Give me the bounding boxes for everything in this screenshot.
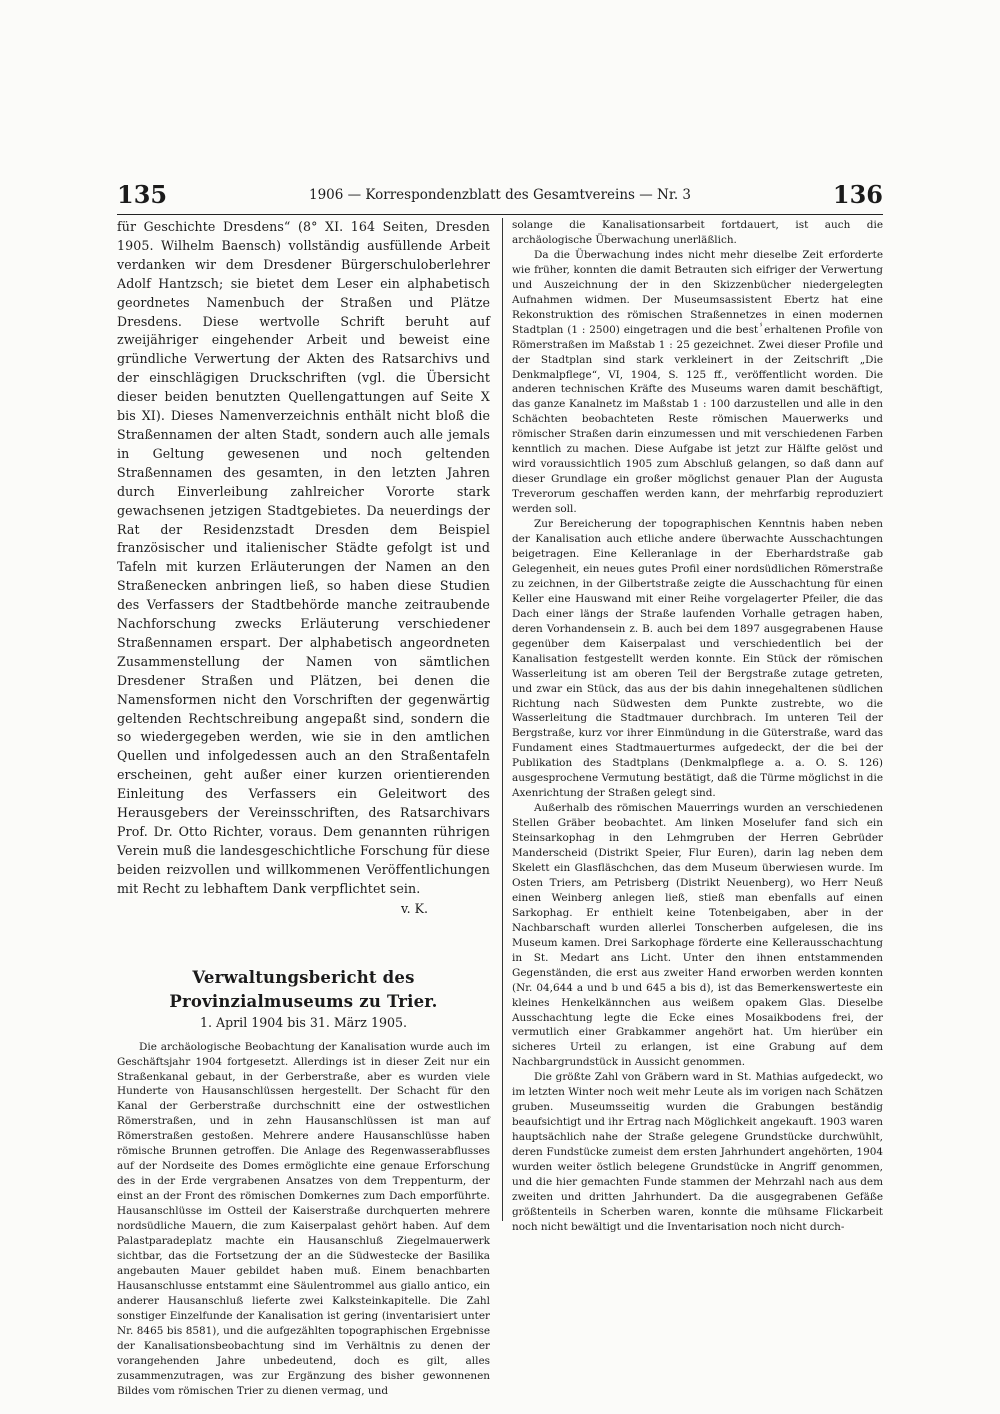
running-title: 1906 — Korrespondenzblatt des Gesamtvereins — Nr. 3	[308, 187, 692, 203]
section-subtitle: 1. April 1904 bis 31. März 1905.	[199, 1014, 407, 1030]
section-title: Verwaltungsbericht des Provinzialmuseums zu Trier.	[169, 967, 438, 1011]
column-rule	[502, 218, 503, 1221]
review-signature: v. K.	[400, 900, 428, 916]
paragraph-continuation: solange die Kanalisationsarbeit fortdauert, ist auch die archäologische Überwachung unerläßlich.	[512, 219, 883, 246]
page-number-right: 136	[832, 180, 883, 209]
paragraph: Außerhalb des römischen Mauerrings wurden an verschiedenen Stellen Gräber beobachtet. Am linken Moselufer fand sich ein Steinsarkophag in den Lehmgruben der Herren Gebrüder Manderscheid (Distrikt Speier, Flur Euren), darin lag neben dem Skelett ein Glasfläschchen, das dem Museum überwiesen wurde. Im Osten Triers, am Petrisberg (Distrikt Neuenberg), wo Herr Neuß einen Weinberg anlegen ließ, stieß man ebenfalls auf einen Sarkophag. Er enthielt keine Totenbeigaben, aber in der Nachbarschaft wurden allerlei Tonscherben aufgelesen, die ins Museum kamen. Drei Sarkophage förderte eine Kellerausschachtung in St. Medart ans Licht. Unter den ihnen entstammenden Gegenständen, die erst aus zweiter Hand erworben werden konnten (Nr. 04,644 a und b und 645 a bis d), ist das Bemerkenswerteste ein kleines Henkelkännchen aus weißem opakem Glas. Dieselbe Ausschachtung legte die Ecke eines Mosaikbodens frei, der vermutlich einer Grabkammer angehört hat. Um hierüber ein sicheres Urteil zu erlangen, ist eine Grabung auf dem Nachbargrundstück in Aussicht genommen.	[512, 802, 883, 1069]
paragraph: Zur Bereicherung der topographischen Kenntnis haben neben der Kanalisation auch etliche andere überwachte Ausschachtungen beigetragen. Eine Kelleranlage in der Eberhardstraße gab Gelegenheit, ein neues gutes Profil einer nordsüdlichen Römerstraße zu zeichnen, in der Gilbertstraße zeigte die Ausschachtung für einen Keller eine Hauswand mit einer Reihe vorgelagerter Pfeiler, die das Dach einer längs der Straße laufenden Vorhalle getragen haben, deren Vorhandensein z. B. auch bei dem 1897 ausgegrabenen Hause gegenüber dem Kaiserpalast und verschiedentlich bei der Kanalisation festgestellt werden konnte. Ein Stück der römischen Wasserleitung ist am oberen Teil der Bergstraße zutage getreten, und zwar ein Stück, das aus der bis dahin innegehaltenen südlichen Richtung nach Südwesten dem Punkte zustrebte, wo die Wasserleitung die Stadtmauer durchbrach. Im unteren Teil der Bergstraße, kurz vor ihrer Einmündung in die Güterstraße, ward das Fundament eines Stadtmauerturmes aufgedeckt, der die bei der Publikation des Stadtplans (Denkmalpflege a. a. O. S. 126) ausgesprochene Vermutung bestätigt, daß die Türme möglichst in die Axenrichtung der Straßen gelegt sind.	[512, 518, 883, 800]
running-header	[117, 181, 883, 211]
header-rule	[117, 214, 883, 215]
left-column	[117, 218, 490, 1399]
paragraph: Die größte Zahl von Gräbern ward in St. Mathias aufgedeckt, wo im letzten Winter noch weit mehr Leute als im vorigen nach Schätzen gruben. Museumsseitig wurden die Grabungen beständig beaufsichtigt und ihr Ertrag nach Möglichkeit angekauft. 1903 waren hauptsächlich nahe der Straße gelegene Grundstücke durchwühlt, deren Fundstücke zumeist dem ersten Jahrhundert angehörten, 1904 wurden weiter östlich belegene Grundstücke in Angriff genommen, und die hier gemachten Funde stammen der Mehrzahl nach aus dem zweiten und dritten Jahrhundert. Da die ausgegrabenen Gefäße größtenteils in Scherben waren, konnte die mühsame Flickarbeit noch nicht bewältigt und die Inventarisation noch nicht durch-	[512, 1071, 883, 1233]
section-text: Die archäologische Beobachtung der Kanalisation wurde auch im Geschäftsjahr 1904 fortgesetzt. Allerdings ist in dieser Zeit nur ein Straßenkanal gebaut, in der Gerberstraße, aber es wurden viele Hunderte von Hausanschlüssen hergestellt. Der Schacht für den Kanal der Gerberstraße durchschnitt eine der ostwestlichen Römerstraßen, und in zehn Hausanschlüssen ist man auf Römerstraßen gestoßen. Mehrere andere Hausanschlüsse haben römische Brunnen getroffen. Die Anlage des Regenwasserabflusses auf der Nordseite des Domes ermöglichte eine genaue Erforschung des in der Erde vergrabenen Ansatzes von dem Treppenturm, der einst an der Front des römischen Domkernes zum Dach emporführte. Hausanschlüsse im Ostteil der Kaiserstraße durchquerten mehrere nordsüdliche Mauern, die zum Kaiserpalast gehört haben. Auf dem Palastparadeplatz machte ein Hausanschluß Ziegelmauerwerk sichtbar, das die Fortsetzung der an die Südwestecke der Basilika angebauten Mauer gebildet haben muß. Einem benachbarten Hausanschlusse entstammt eine Säulentrommel aus giallo antico, ein anderer Hausanschluß lieferte zwei Kalksteinkapitelle. Die Zahl sonstiger Einzelfunde der Kanalisation ist gering (inventarisiert unter Nr. 8465 bis 8581), und die aufgezählten topographischen Ergebnisse der Kanalisationsbeobachtung sind im Verhältnis zu denen der vorangehenden Jahre unbedeutend, doch es gilt, alles zusammenzutragen, was zur Ergänzung des bisher gewonnenen Bildes vom römischen Trier zu dienen vermag, und	[117, 1040, 490, 1397]
review-text: für Geschichte Dresdens“ (8° XI. 164 Seiten, Dresden 1905. Wilhelm Baensch) vollständig ausfüllende Arbeit verdanken wir dem Dresdener Bürgerschuloberlehrer Adolf Hantzsch; sie bietet dem Leser ein alphabetisch geordnetes Namenbuch der Straßen und Plätze Dresdens. Diese wertvolle Schrift beruht auf zweijähriger eingehender Arbeit und beweist eine gründliche Verwertung der Akten des Ratsarchivs und der einschlägigen Druckschriften (vgl. die Übersicht dieser beiden benutzten Quellengattungen auf Seite X bis XI). Dieses Namenverzeichnis enthält nicht bloß die Straßennamen der alten Stadt, sondern auch alle jemals in Geltung gewesenen und noch geltenden Straßennamen des gesamten, in den letzten Jahren durch Einverleibung zahlreicher Vororte stark gewachsenen jetzigen Stadtgebietes. Da neuerdings der Rat der Residenzstadt Dresden dem Beispiel französischer und italienischer Städte gefolgt ist und Tafeln mit kurzen Erläuterungen der Namen an den Straßenecken anbringen ließ, so haben diese Studien des Verfassers der Stadtbehörde manche zeitraubende Nachforschung zwecks Erläuterung verschiedener Straßennamen erspart. Der alphabetisch angeordneten Zusammenstellung der Namen von sämtlichen Dresdener Straßen und Plätzen, bei denen die Namensformen nicht den Vorschriften der gegenwärtig geltenden Rechtschreibung angepaßt sind, sondern die so wiedergegeben werden, wie sie in den amtlichen Quellen und infolgedessen auch an den Straßentafeln erscheinen, geht außer einer kurzen orientierenden Einleitung des Verfassers ein Geleitwort des Herausgebers der Vereinsschriften, des Ratsarchivars Prof. Dr. Otto Richter, voraus. Dem genannten rührigen Verein muß die landesgeschichtliche Forschung für diese beiden reizvollen und willkommenen Veröffentlichungen mit Recht zu lebhaftem Dank verpflichtet sein.	[117, 219, 490, 896]
section-spacer	[117, 918, 490, 966]
right-column	[512, 218, 883, 1235]
paragraph: Da die Überwachung indes nicht mehr dieselbe Zeit erforderte wie früher, konnten die damit Betrauten sich eifriger der Verwertung und Auszeichnung der in den Skizzenbücher niedergelegten Aufnahmen widmen. Der Museumsassistent Ebertz hat eine Rekonstruktion des römischen Straßennetzes in einen modernen Stadtplan (1 : 2500) eingetragen und die bestⸯerhaltenen Profile von Römerstraßen im Maßstab 1 : 25 gezeichnet. Zwei dieser Profile und der Stadtplan sind stark verkleinert in der Zeitschrift „Die Denkmalpflege“, VI, 1904, S. 125 ff., veröffentlicht worden. Die anderen technischen Kräfte des Museums waren damit beschäftigt, das ganze Kanalnetz im Maßstab 1 : 100 darzustellen und alle in den Schächten beobachteten Reste römischen Mauerwerks und römischer Straßen darin einzumessen und mit verschiedenen Farben kenntlich zu machen. Diese Aufgabe ist jetzt zur Hälfte gelöst und wird voraussichtlich 1905 zum Abschluß gelangen, so daß dann auf dieser Grundlage ein großer möglichst genauer Plan der Augusta Treverorum geschaffen werden kann, der mehrfarbig reproduziert werden soll.	[512, 248, 883, 516]
page-number-left: 135	[117, 180, 168, 209]
